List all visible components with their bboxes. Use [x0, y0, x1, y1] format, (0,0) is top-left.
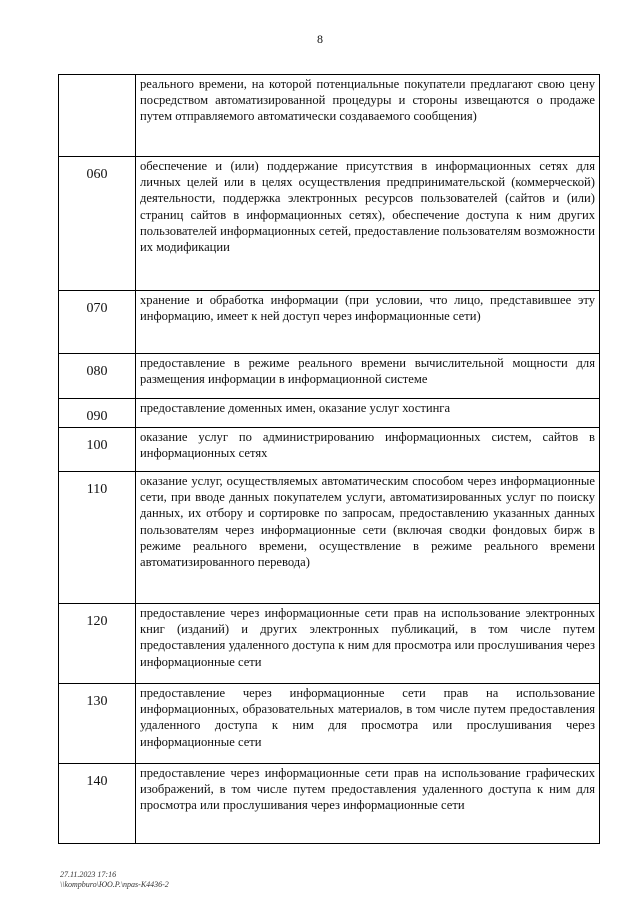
row-description: предоставление через информационные сети прав на использование информационных, образовательных материалов, в том числе путем предоставления удаленного доступа к ним для просмотра или прослушивания через информационные сети [136, 684, 600, 764]
row-code: 060 [59, 157, 136, 291]
table-row [59, 157, 600, 291]
row-code: 110 [59, 472, 136, 604]
row-description: хранение и обработка информации (при условии, что лицо, представившее эту информацию, имеет к ней доступ через информационные сети) [136, 291, 600, 354]
row-description: оказание услуг по администрированию информационных систем, сайтов в информационных сетях [136, 428, 600, 472]
table-row [59, 291, 600, 354]
table-row [59, 604, 600, 684]
table-row [59, 472, 600, 604]
table-row [59, 75, 600, 157]
row-description: предоставление через информационные сети прав на использование графических изображений, в том числе путем предоставления удаленного доступа к ним для просмотра или прослушивания через информационные сети [136, 764, 600, 844]
row-description: предоставление через информационные сети прав на использование электронных книг (изданий) и других электронных публикаций, в том числе путем предоставления удаленного доступа к ним для просмотра или прослушивания через информационные сети [136, 604, 600, 684]
row-description: предоставление доменных имен, оказание услуг хостинга [136, 399, 600, 428]
row-code: 100 [59, 428, 136, 472]
row-code: 130 [59, 684, 136, 764]
row-code: 140 [59, 764, 136, 844]
services-table [58, 74, 600, 844]
page-number: 8 [317, 32, 323, 46]
row-code: 120 [59, 604, 136, 684]
row-code [59, 75, 136, 157]
document-footer [60, 870, 169, 890]
row-code: 080 [59, 354, 136, 399]
table-row [59, 428, 600, 472]
row-description: предоставление в режиме реального времени вычислительной мощности для размещения информации в информационной системе [136, 354, 600, 399]
footer-timestamp: 27.11.2023 17:16 [60, 870, 117, 879]
row-description: реального времени, на которой потенциальные покупатели предлагают свою цену посредством автоматизированной процедуры и стороны извещаются о продаже путем отправляемого автоматически создаваемого сообщения) [136, 75, 600, 157]
row-description: обеспечение и (или) поддержание присутствия в информационных сетях для личных целей или в целях осуществления предпринимательской (коммерческой) деятельности, поддержка электронных ресурсов пользователей (сайтов и (или) страниц сайтов в информационных сетях), обеспечение доступа к ним других пользователей информационных сетей, предоставление пользователям возможности их модификации [136, 157, 600, 291]
row-description: оказание услуг, осуществляемых автоматическим способом через информационные сети, при вводе данных покупателем услуги, автоматизированных услуг по поиску данных, их отбору и сортировке по запросам, предоставлению указанных данных пользователям через информационные сети (включая сводки фондовых бирж в режиме реального времени, осуществление в режиме реального времени автоматизированного перевода) [136, 472, 600, 604]
row-code: 090 [59, 399, 136, 428]
table-row [59, 354, 600, 399]
table-row [59, 399, 600, 428]
row-code: 070 [59, 291, 136, 354]
table-row [59, 684, 600, 764]
table-row [59, 764, 600, 844]
footer-file-path: \\kompburo\ЮО.Р.\npas-К4436-2 [60, 880, 169, 889]
